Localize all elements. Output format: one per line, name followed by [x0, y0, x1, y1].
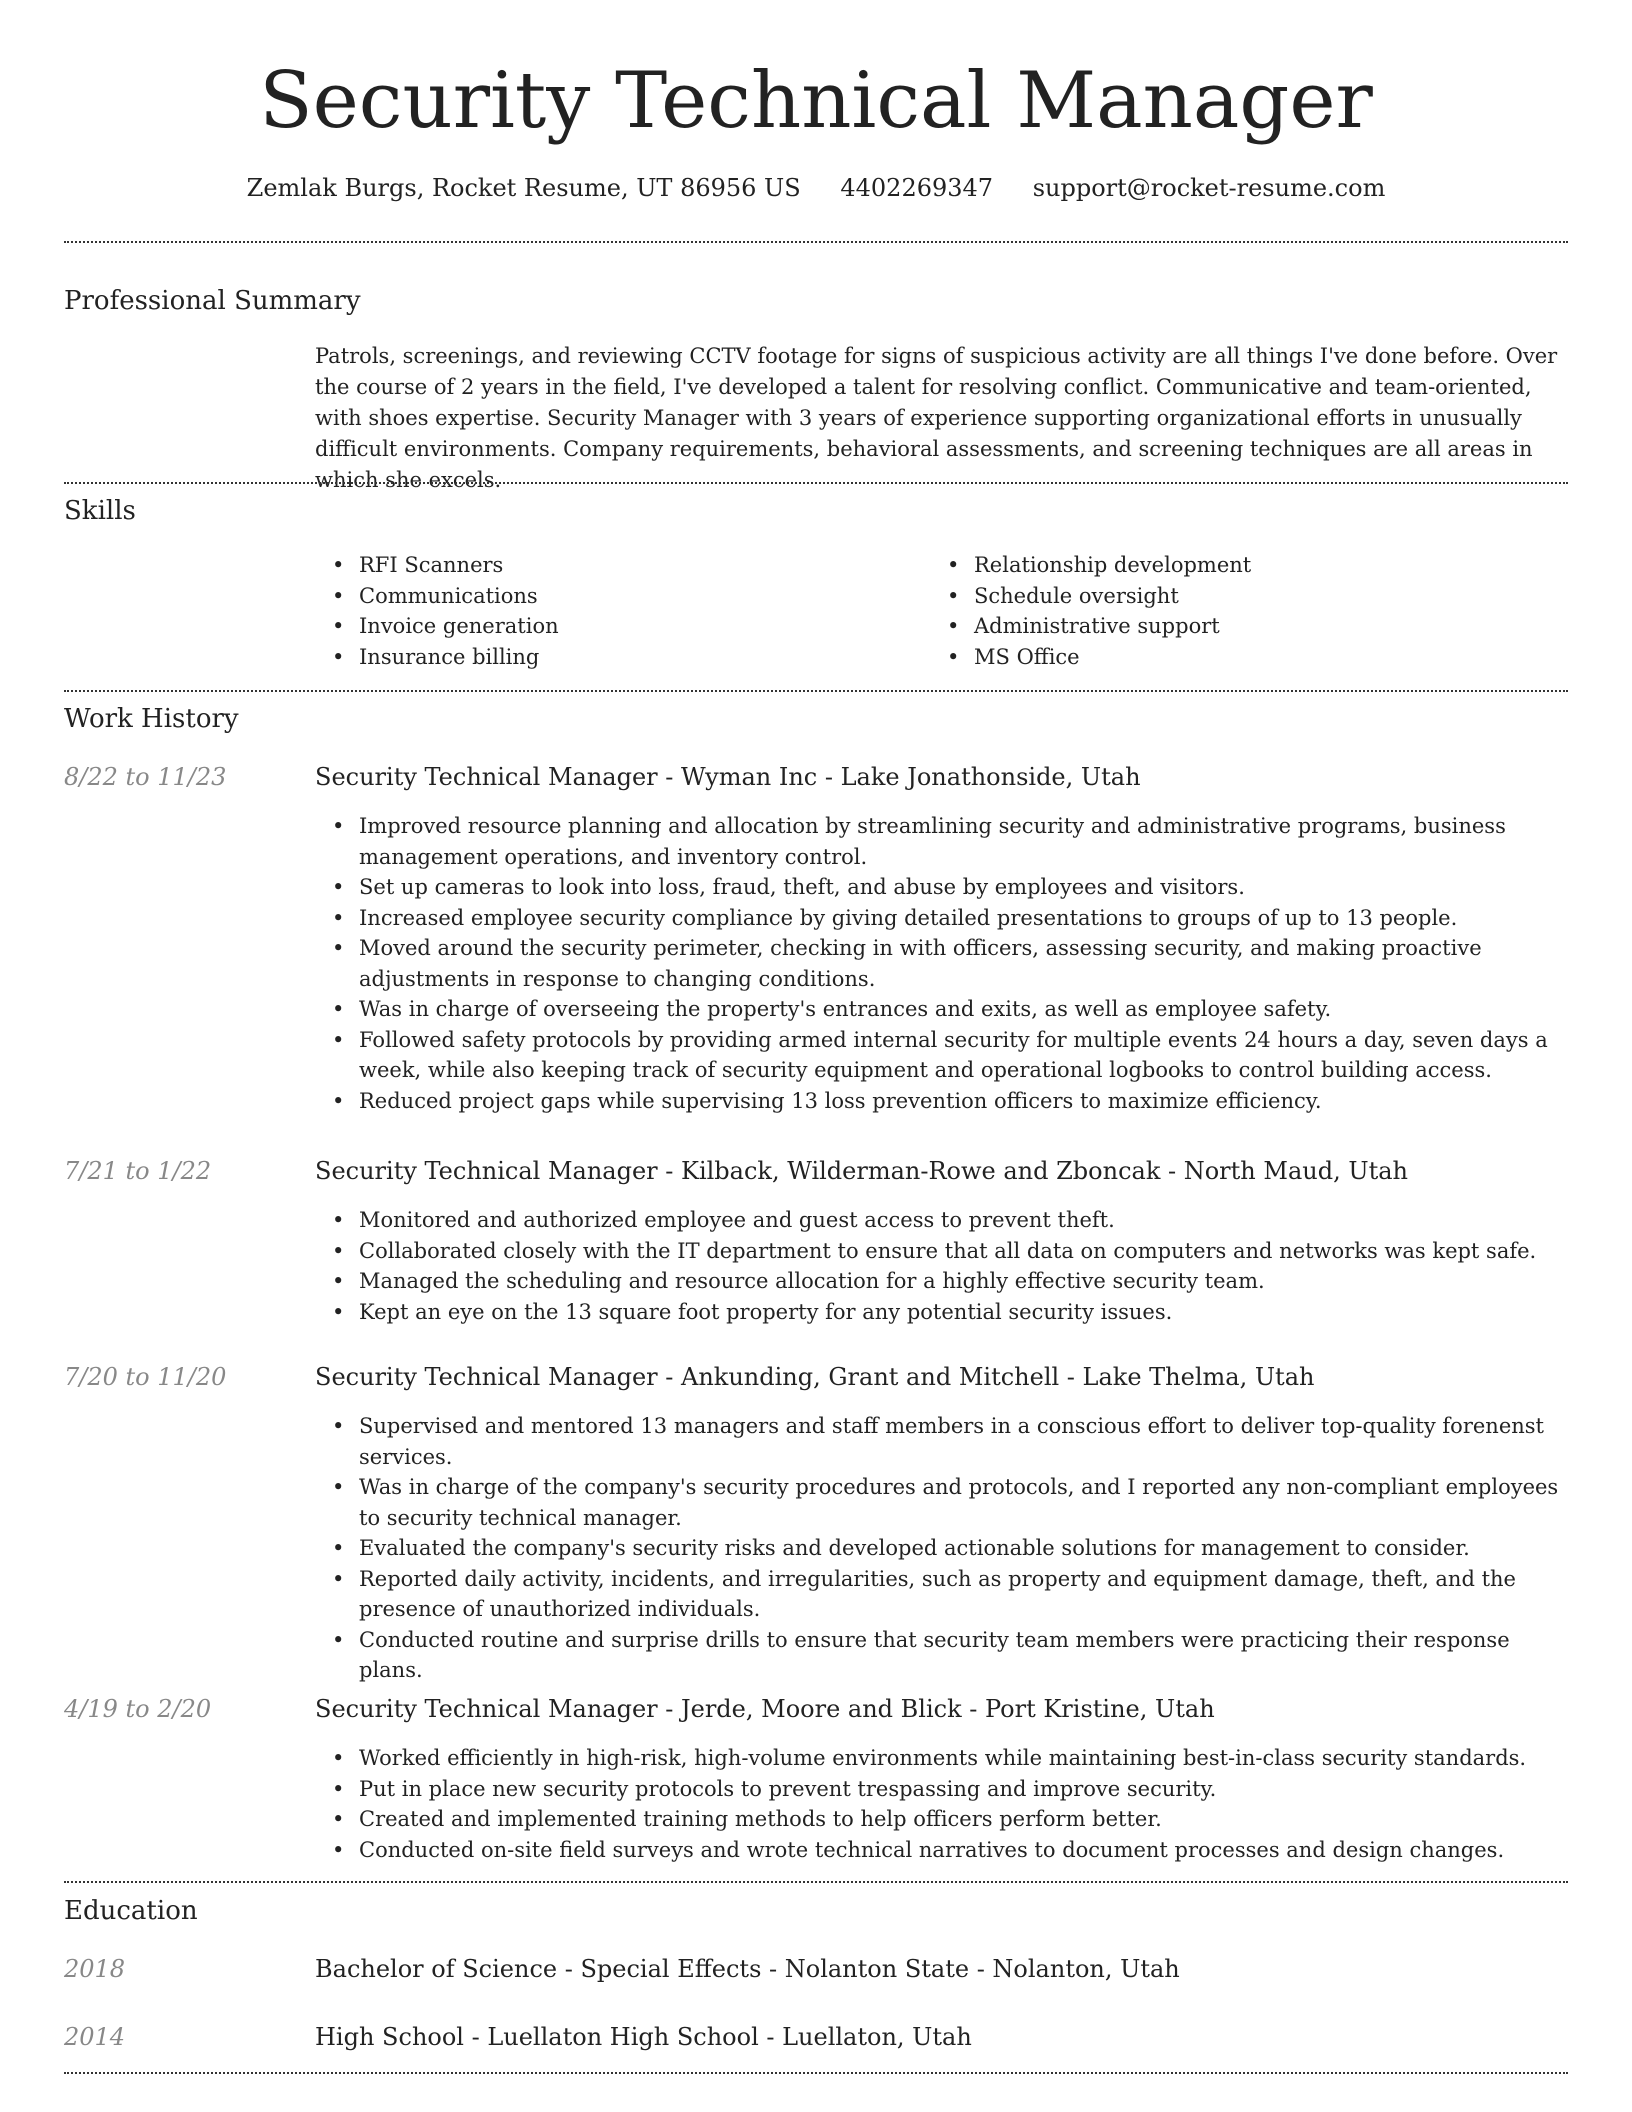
divider — [64, 690, 1568, 692]
divider — [64, 2072, 1568, 2074]
skill-item: • RFI Scanners — [315, 550, 915, 581]
contact-address: Zemlak Burgs, Rocket Resume, UT 86956 US — [246, 174, 801, 202]
job-bullet: • Collaborated closely with the IT department to ensure that all data on computers and networks was kept safe. — [315, 1236, 1570, 1267]
section-title-skills: Skills — [64, 496, 136, 526]
job-dates: 4/19 to 2/20 — [64, 1695, 212, 1723]
job-bullet: • Moved around the security perimeter, checking in with officers, assessing security, and making proactive adjustments in response to changing conditions. — [315, 933, 1570, 994]
job-bullet: • Conducted routine and surprise drills to ensure that security team members were practicing their response plans. — [315, 1625, 1570, 1686]
job-bullet: • Worked efficiently in high-risk, high-volume environments while maintaining best-in-class security standards. — [315, 1743, 1570, 1774]
job-title: Security Technical Manager - Ankunding, Grant and Mitchell - Lake Thelma, Utah — [315, 1363, 1315, 1391]
job-bullet: • Reported daily activity, incidents, and irregularities, such as property and equipment damage, theft, and the presence of unauthorized individuals. — [315, 1564, 1570, 1625]
job-bullet: • Increased employee security compliance by giving detailed presentations to groups of up to 13 people. — [315, 903, 1570, 934]
job-bullet: • Improved resource planning and allocation by streamlining security and administrative programs, business management operations, and inventory control. — [315, 811, 1570, 872]
job-bullet: • Followed safety protocols by providing armed internal security for multiple events 24 hours a day, seven days a week, while also keeping track of security equipment and operational logbooks to control building access. — [315, 1025, 1570, 1086]
divider — [64, 1881, 1568, 1883]
divider — [64, 241, 1568, 243]
job-bullet: • Supervised and mentored 13 managers and staff members in a conscious effort to deliver top-quality forenenst services. — [315, 1411, 1570, 1472]
section-title-work-history: Work History — [64, 704, 239, 734]
job-title: Security Technical Manager - Jerde, Moore and Blick - Port Kristine, Utah — [315, 1695, 1215, 1723]
job-bullet: • Created and implemented training methods to help officers perform better. — [315, 1804, 1570, 1835]
skill-item: • Relationship development — [930, 550, 1550, 581]
job-bullets — [315, 1411, 1570, 1686]
education-title: High School - Luellaton High School - Luellaton, Utah — [315, 2023, 972, 2051]
skills-column-left — [315, 550, 915, 672]
contact-email: support@rocket-resume.com — [1032, 174, 1386, 202]
divider — [64, 482, 1568, 484]
job-title: Security Technical Manager - Kilback, Wilderman-Rowe and Zboncak - North Maud, Utah — [315, 1157, 1408, 1185]
education-year: 2014 — [64, 2023, 126, 2051]
skill-item: • Invoice generation — [315, 611, 915, 642]
section-title-education: Education — [64, 1896, 198, 1926]
skill-item: • Administrative support — [930, 611, 1550, 642]
resume-name: Security Technical Manager — [259, 56, 1373, 146]
job-bullet: • Managed the scheduling and resource allocation for a highly effective security team. — [315, 1266, 1570, 1297]
job-bullets — [315, 1743, 1570, 1865]
job-bullet: • Reduced project gaps while supervising 13 loss prevention officers to maximize efficiency. — [315, 1086, 1570, 1117]
job-title: Security Technical Manager - Wyman Inc - Lake Jonathonside, Utah — [315, 763, 1141, 791]
job-bullet: • Evaluated the company's security risks and developed actionable solutions for management to consider. — [315, 1533, 1570, 1564]
job-bullet: • Kept an eye on the 13 square foot property for any potential security issues. — [315, 1297, 1570, 1328]
skill-item: • Communications — [315, 581, 915, 612]
job-dates: 8/22 to 11/23 — [64, 763, 227, 791]
job-bullets — [315, 811, 1570, 1116]
job-bullet: • Conducted on-site field surveys and wrote technical narratives to document processes and design changes. — [315, 1835, 1570, 1866]
job-bullet: • Was in charge of the company's security procedures and protocols, and I reported any non-compliant employees to security technical manager. — [315, 1472, 1570, 1533]
job-bullet: • Monitored and authorized employee and guest access to prevent theft. — [315, 1205, 1570, 1236]
education-title: Bachelor of Science - Special Effects - Nolanton State - Nolanton, Utah — [315, 1955, 1180, 1983]
job-dates: 7/20 to 11/20 — [64, 1363, 227, 1391]
contact-phone: 4402269347 — [840, 174, 994, 202]
contact-line — [0, 171, 1632, 205]
skill-item: • Insurance billing — [315, 642, 915, 673]
skills-column-right — [930, 550, 1550, 672]
job-dates: 7/21 to 1/22 — [64, 1157, 212, 1185]
skill-item: • MS Office — [930, 642, 1550, 673]
job-bullet: • Set up cameras to look into loss, fraud, theft, and abuse by employees and visitors. — [315, 872, 1570, 903]
skill-item: • Schedule oversight — [930, 581, 1550, 612]
education-year: 2018 — [64, 1955, 126, 1983]
job-bullet: • Was in charge of overseeing the property's entrances and exits, as well as employee safety. — [315, 994, 1570, 1025]
summary-text: Patrols, screenings, and reviewing CCTV footage for signs of suspicious activity are all things I've done before. Over the course of 2 years in the field, I've developed a talent for resolving conflict. Communicative and team-oriented, with shoes expertise. Security Manager with 3 years of experience supporting organizational efforts in unusually difficult environments. Company requirements, behavioral assessments, and screening techniques are all areas in which she excels. — [315, 344, 1558, 492]
section-title-summary: Professional Summary — [64, 286, 361, 316]
job-bullet: • Put in place new security protocols to prevent trespassing and improve security. — [315, 1774, 1570, 1805]
job-bullets — [315, 1205, 1570, 1327]
